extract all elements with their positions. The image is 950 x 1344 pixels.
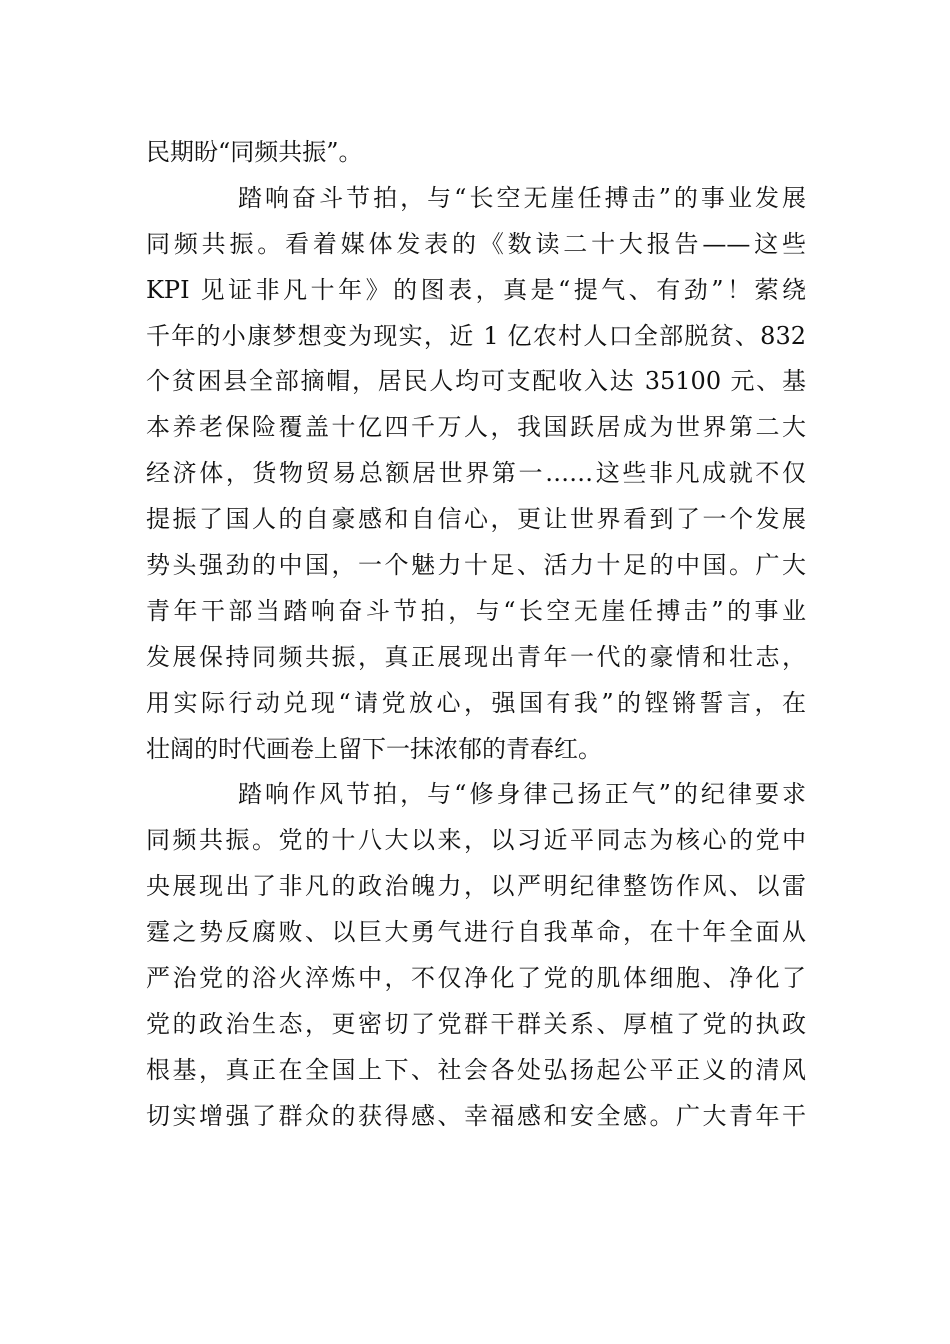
text-line: 根基，真正在全国上下、社会各处弘扬起公平正义的清风 <box>146 1055 806 1084</box>
text-line: 严治党的浴火淬炼中，不仅净化了党的肌体细胞、净化了 <box>146 964 806 993</box>
text-line: 霆之势反腐败、以巨大勇气进行自我革命，在十年全面从 <box>146 918 806 947</box>
text-line: 提振了国人的自豪感和自信心，更让世界看到了一个发展 <box>146 505 806 534</box>
text-line: 个贫困县全部摘帽，居民人均可支配收入达 35100 元、基 <box>146 367 806 396</box>
text-line: 同频共振。看着媒体发表的《数读二十大报告——这些 <box>146 229 806 258</box>
document-page <box>146 130 806 1140</box>
text-line: 本养老保险覆盖十亿四千万人，我国跃居成为世界第二大 <box>146 413 806 442</box>
text-line: 同频共振。党的十八大以来，以习近平同志为核心的党中 <box>146 826 806 855</box>
text-line: 民期盼“同频共振”。 <box>146 138 363 166</box>
text-line: 用实际行动兑现“请党放心，强国有我”的铿锵誓言，在 <box>146 688 806 717</box>
text-line: 踏响作风节拍，与“修身律己扬正气”的纪律要求 <box>238 780 806 809</box>
text-line: 踏响奋斗节拍，与“长空无崖任搏击”的事业发展 <box>238 183 806 212</box>
paragraph <box>146 772 806 1139</box>
text-line: 发展保持同频共振，真正展现出青年一代的豪情和壮志， <box>146 642 806 671</box>
text-line: 千年的小康梦想变为现实，近 1 亿农村人口全部脱贫、832 <box>146 321 806 350</box>
text-line: 党的政治生态，更密切了党群干群关系、厚植了党的执政 <box>146 1009 806 1038</box>
text-line: 势头强劲的中国，一个魅力十足、活力十足的中国。广大 <box>146 551 806 580</box>
text-line: 青年干部当踏响奋斗节拍，与“长空无崖任搏击”的事业 <box>146 596 806 625</box>
text-line: 经济体，货物贸易总额居世界第一……这些非凡成就不仅 <box>146 459 806 488</box>
text-line: 央展现出了非凡的政治魄力，以严明纪律整饬作风、以雷 <box>146 872 806 901</box>
text-line: 切实增强了群众的获得感、幸福感和安全感。广大青年干 <box>146 1101 806 1130</box>
paragraph <box>146 176 806 773</box>
text-line: KPI 见证非凡十年》的图表，真是“提气、有劲”！萦绕 <box>146 275 806 304</box>
paragraph <box>146 130 806 176</box>
text-line: 壮阔的时代画卷上留下一抹浓郁的青春红。 <box>146 734 602 763</box>
